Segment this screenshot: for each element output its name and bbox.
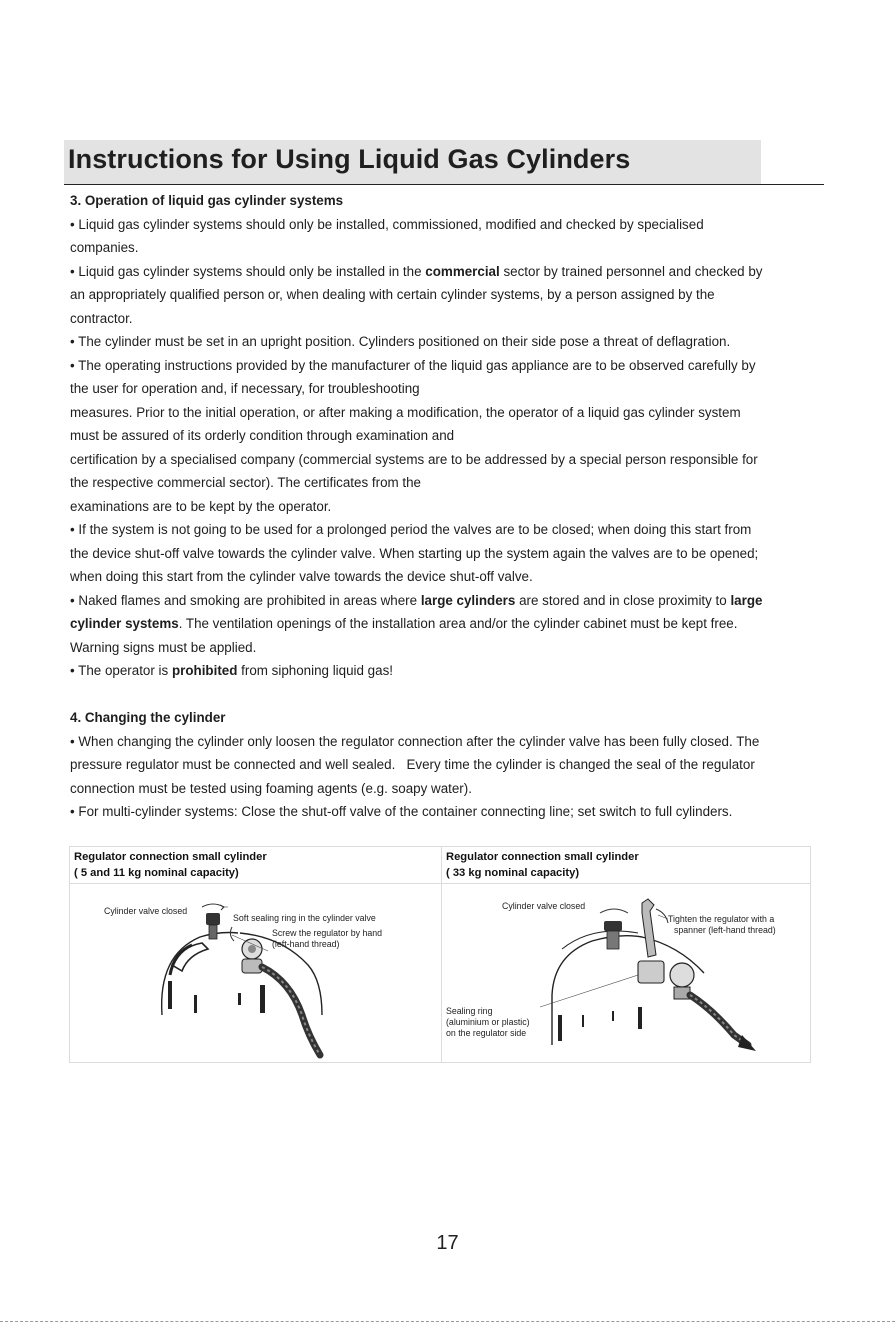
cylinder-mark — [582, 1015, 584, 1027]
page-title: Instructions for Using Liquid Gas Cylinders — [68, 144, 631, 174]
regulator-center — [248, 945, 256, 953]
s3-bullet-4-line-6: the respective commercial sector). The certificates from the — [70, 475, 422, 490]
gas-hose — [262, 967, 320, 1055]
s4-bullet-1-line-1: • When changing the cylinder only loosen the regulator connection after the cylinder valve has been fully closed. The — [70, 733, 760, 749]
figure-left-title: Regulator connection small cylinder — [74, 851, 267, 863]
label-sealing-ring: Sealing ring — [446, 1006, 493, 1016]
emphasis-cylinder-systems: cylinder systems — [70, 616, 179, 631]
figure-left-capacity: ( 5 and 11 kg nominal capacity) — [74, 867, 239, 879]
regulator-dome — [670, 963, 694, 987]
figure-left-caption — [70, 847, 441, 884]
leader-line — [658, 915, 668, 919]
cylinder-mark — [612, 1011, 614, 1021]
page-bottom-edge — [0, 1321, 895, 1322]
s3-bullet-4-line-5: certification by a specialised company (commercial systems are to be addressed by a special person responsible for — [70, 451, 758, 467]
s4-bullet-1-line-2: pressure regulator must be connected and well sealed. Every time the cylinder is changed the seal of the regulator — [70, 757, 755, 772]
valve-knob — [206, 913, 220, 925]
s3-bullet-1-line-2: companies. — [70, 240, 139, 255]
text-run: • Naked flames and smoking are prohibited in areas where — [70, 592, 421, 608]
s3-bullet-4-line-1: • The operating instructions provided by the manufacturer of the liquid gas appliance are to be observed carefully by — [70, 357, 756, 373]
figure-small-cylinder — [70, 847, 442, 1062]
text-run: are stored and in close proximity to — [515, 592, 731, 608]
s3-bullet-5-line-3: when doing this start from the cylinder valve towards the device shut-off valve. — [70, 569, 533, 584]
s3-bullet-4-line-4: must be assured of its orderly condition through examination and — [70, 428, 455, 443]
valve-body — [209, 925, 217, 939]
cylinder-mark — [238, 993, 241, 1005]
emphasis-commercial: commercial — [425, 263, 500, 279]
s3-bullet-1-line-1: • Liquid gas cylinder systems should only be installed, commissioned, modified and checked by specialised — [70, 216, 704, 232]
label-left-hand-thread: (left-hand thread) — [272, 939, 340, 949]
text-run: . The ventilation openings of the installation area and/or the cylinder cabinet must be kept free. — [178, 616, 738, 631]
section-spacer — [70, 683, 830, 707]
label-tighten-regulator: Tighten the regulator with a — [668, 914, 775, 924]
spanner-icon — [642, 899, 656, 957]
instructions-body — [70, 189, 830, 824]
cylinder-outline-left — [552, 936, 642, 1045]
label-cylinder-valve-closed: Cylinder valve closed — [104, 906, 188, 916]
label-ring-side: on the regulator side — [446, 1028, 527, 1038]
s3-bullet-4-line-7: examinations are to be kept by the operator. — [70, 498, 332, 514]
cylinder-illustration-right — [442, 885, 810, 1062]
tighten-arrow-icon — [656, 909, 668, 923]
emphasis-large-cylinders: large cylinders — [420, 592, 516, 608]
emphasis-large: large — [730, 592, 763, 608]
s4-bullet-2-line-1: • For multi-cylinder systems: Close the shut-off valve of the container connecting line; set switch to full cylinders. — [70, 804, 733, 819]
regulator-block — [638, 961, 664, 983]
label-soft-sealing-ring: Soft sealing ring in the cylinder valve — [233, 913, 376, 923]
valve-handwheel — [604, 921, 622, 931]
figure-right-capacity: ( 33 kg nominal capacity) — [446, 867, 580, 879]
emphasis-prohibited: prohibited — [171, 663, 238, 678]
s3-bullet-6-line-2 — [70, 612, 830, 636]
page-number: 17 — [436, 1232, 459, 1254]
s3-bullet-3-line-1: • The cylinder must be set in an upright position. Cylinders positioned on their side pose a threat of deflagration. — [70, 334, 731, 349]
text-run: sector by trained personnel and checked by — [499, 263, 763, 279]
title-underline — [64, 184, 824, 185]
cylinder-collar — [562, 931, 638, 949]
s3-bullet-4-line-2: the user for operation and, if necessary, for troubleshooting — [70, 381, 420, 396]
label-screw-regulator: Screw the regulator by hand — [272, 928, 383, 938]
s3-bullet-7-line-1 — [70, 659, 830, 683]
cylinder-illustration-left — [70, 885, 440, 1062]
s3-bullet-5-line-2: the device shut-off valve towards the cylinder valve. When starting up the system again the valves are to be opened; — [70, 545, 759, 561]
text-run: from siphoning liquid gas! — [237, 663, 393, 678]
s3-bullet-2-line-1 — [70, 260, 830, 284]
figure-right-title: Regulator connection small cylinder — [446, 851, 639, 863]
section-4-heading: 4. Changing the cylinder — [70, 710, 226, 725]
s3-bullet-4-line-3: measures. Prior to the initial operation, or after making a modification, the operator of a liquid gas cylinder system — [70, 404, 741, 420]
cylinder-mark — [558, 1015, 562, 1041]
section-3-heading: 3. Operation of liquid gas cylinder systems — [70, 193, 344, 208]
s3-bullet-2-line-2: an appropriately qualified person or, when dealing with certain cylinder systems, by a person assigned by the — [70, 287, 715, 302]
s4-bullet-1-line-3: connection must be tested using foaming agents (e.g. soapy water). — [70, 780, 472, 796]
cylinder-mark — [168, 981, 172, 1009]
text-run: • Liquid gas cylinder systems should only be installed in the — [70, 263, 426, 279]
figure-right-caption — [442, 847, 810, 884]
close-arrow-icon — [600, 909, 628, 913]
s3-bullet-2-line-3: contractor. — [70, 310, 133, 326]
rotate-arrow-icon — [230, 927, 234, 941]
cylinder-mark — [638, 1007, 642, 1029]
valve-body — [607, 931, 619, 949]
s3-bullet-5-line-1: • If the system is not going to be used for a prolonged period the valves are to be closed; when doing this start from — [70, 522, 752, 537]
text-run: • The operator is — [70, 663, 172, 678]
cylinder-mark — [194, 995, 197, 1013]
arrow-head-icon — [220, 905, 224, 910]
label-spanner-thread: spanner (left-hand thread) — [674, 925, 776, 935]
s3-bullet-6-line-1 — [70, 589, 830, 613]
s3-bullet-6-line-3: Warning signs must be applied. — [70, 639, 257, 655]
figure-table — [69, 846, 811, 1063]
label-ring-material: (aluminium or plastic) — [446, 1017, 530, 1027]
cylinder-mark — [260, 985, 265, 1013]
label-cylinder-valve-closed: Cylinder valve closed — [502, 901, 586, 911]
figure-large-cylinder — [442, 847, 810, 1062]
